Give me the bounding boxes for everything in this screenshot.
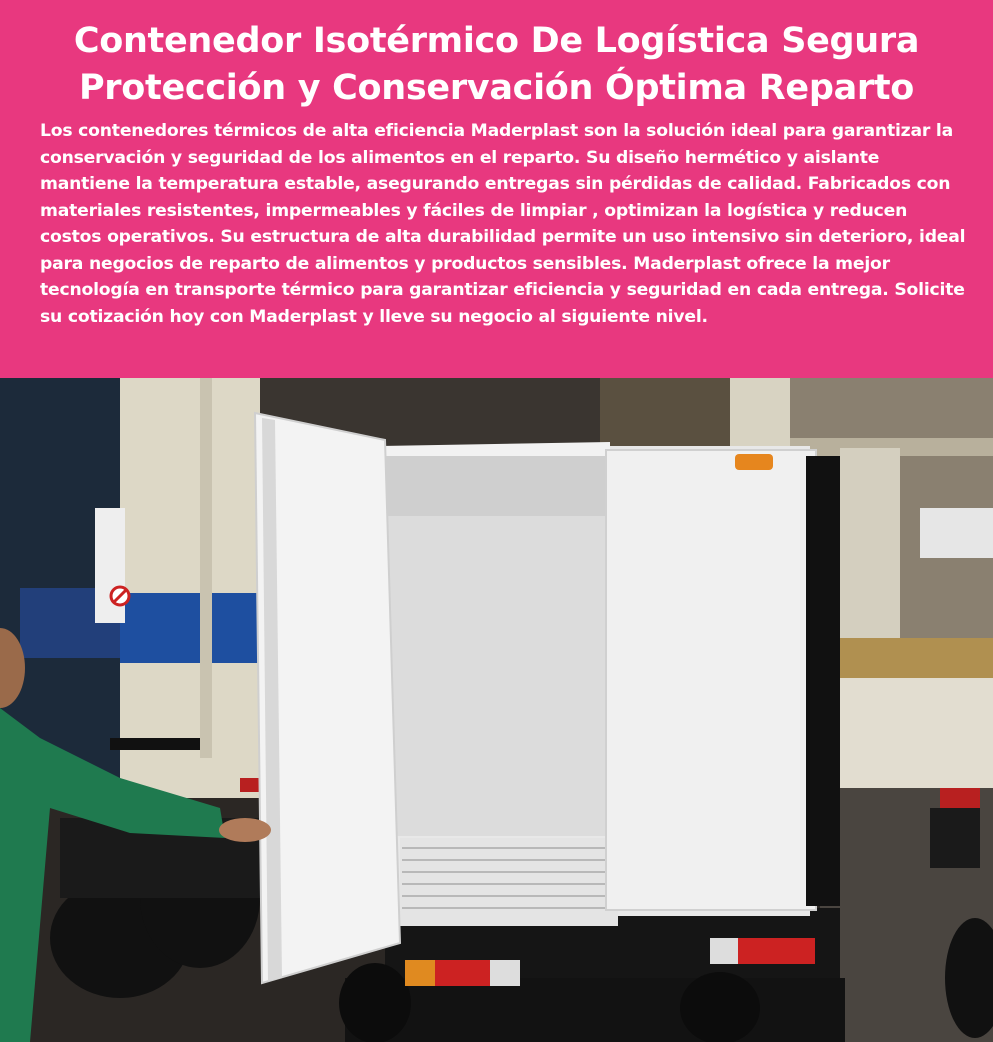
product-description: Los contenedores térmicos de alta eficiencia Maderplast son la solución ideal para garantizar la conservación y seguridad de los alimentos en el reparto. Su diseño hermético y aislante mantiene la temperatura estable, asegurando entregas sin pérdidas de calidad. Fabricados con materiales resistentes, impermeables y fáciles de limpiar , optimizan la logística y reducen costos operativos. Su estructura de alta durabilidad permite un uso intensivo sin deterioro, ideal para negocios de reparto de alimentos y productos sensibles. Maderplast ofrece la mejor tecnología en transporte térmico para garantizar eficiencia y seguridad en cada entrega. Solicite su cotización hoy con Maderplast y lleve su negocio al siguiente nivel. (40, 121, 966, 327)
header-banner (0, 0, 993, 378)
no-entry-sign-icon (111, 587, 129, 605)
title-line-1: Contenedor Isotérmico De Logística Segura (73, 21, 920, 61)
left-pillar (120, 378, 260, 798)
rear-wheel-left (339, 963, 411, 1042)
product-photo (0, 378, 993, 1042)
blue-stripe (120, 593, 260, 663)
rear-wheel-right (680, 972, 760, 1042)
tail-light-icon-right (710, 938, 815, 964)
page-title (0, 0, 993, 112)
orange-marker-light-icon (735, 454, 773, 470)
tail-light-icon (405, 960, 520, 986)
door-seal (806, 456, 840, 906)
right-door (606, 450, 816, 910)
right-low-wall (835, 678, 993, 788)
floor-slats (400, 838, 618, 926)
hand (219, 818, 271, 842)
title-line-2: Protección y Conservación Óptima Reparto (78, 68, 915, 108)
